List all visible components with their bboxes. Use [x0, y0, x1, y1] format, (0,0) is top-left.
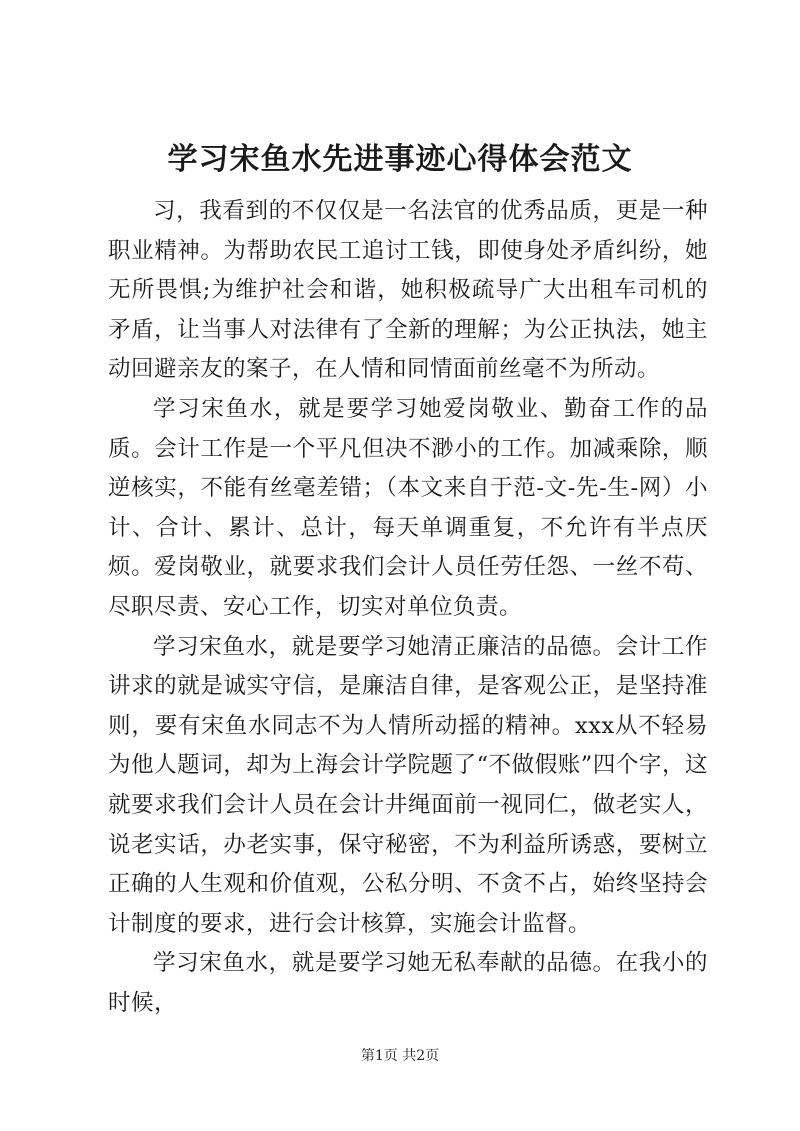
paragraph: 习，我看到的不仅仅是一名法官的优秀品质，更是一种职业精神。为帮助农民工追讨工钱，即使身处矛盾纠纷，她无所畏惧;为维护社会和谐，她积极疏导广大出租车司机的矛盾，让当事人对法律有了全新的理解；为公正执法，她主动回避亲友的案子，在人情和同情面前丝毫不为所动。: [108, 198, 708, 383]
paragraph: 学习宋鱼水，就是要学习她无私奉献的品德。在我小的时候，: [108, 950, 708, 1016]
paragraph: 学习宋鱼水，就是要学习她爱岗敬业、勤奋工作的品质。会计工作是一个平凡但决不渺小的工作。加减乘除，顺逆核实，不能有丝毫差错；（本文来自于范-文-先-生-网）小计、合计、累计、总计，每天单调重复，不允许有半点厌烦。爱岗敬业，就要求我们会计人员任劳任怨、一丝不苟、尽职尽责、安心工作，切实对单位负责。: [108, 395, 708, 620]
page-number-footer: 第1页 共2页: [360, 1048, 440, 1064]
paragraph: 学习宋鱼水，就是要学习她清正廉洁的品德。会计工作讲求的就是诚实守信，是廉洁自律，是客观公正，是坚持准则，要有宋鱼水同志不为人情所动摇的精神。xxx从不轻易为他人题词，却为上海会计学院题了“不做假账”四个字，这就要求我们会计人员在会计井绳面前一视同仁，做老实人，说老实话，办老实事，保守秘密，不为利益所诱惑，要树立正确的人生观和价值观，公私分明、不贪不占，始终坚持会计制度的要求，进行会计核算，实施会计监督。: [108, 633, 708, 937]
document-body: [108, 192, 708, 1023]
document-title: 学习宋鱼水先进事迹心得体会范文: [167, 142, 633, 177]
